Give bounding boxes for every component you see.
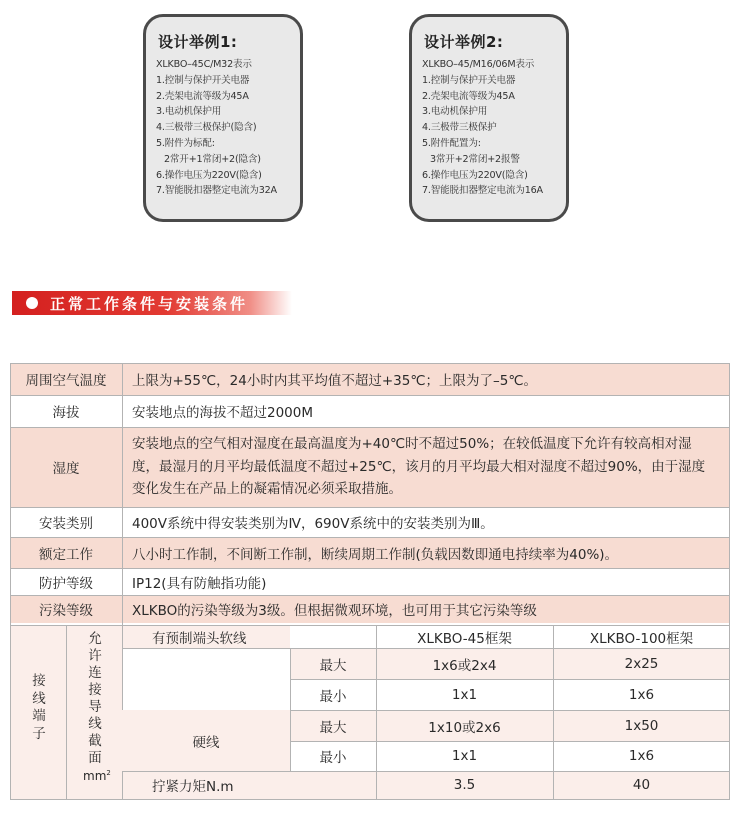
header-col-100: XLKBO-100框架: [589, 630, 694, 647]
condition-row-duty: [10, 537, 730, 568]
rigid-max-label: 最大: [319, 719, 347, 736]
condition-label: 额定工作: [39, 546, 93, 563]
section-banner: [12, 291, 292, 315]
divider: [10, 363, 730, 364]
bullet-dot-icon: [26, 297, 38, 309]
divider: [122, 363, 123, 625]
torque-45: 3.5: [453, 777, 476, 793]
header-col-45: XLKBO-45框架: [417, 630, 512, 647]
divider: [10, 507, 730, 508]
flex-min-45: 1x1: [451, 686, 478, 703]
rigid-max-100: 1x50: [624, 717, 659, 734]
header-wire-type: 有预制端头软线: [152, 630, 247, 647]
condition-row-altitude: [10, 395, 730, 427]
terminal-label: 接线端子: [32, 673, 46, 742]
rigid-min-label: 最小: [319, 750, 347, 766]
example-line: 3.电动机保护用: [422, 106, 488, 118]
flex-max-100: 2x25: [624, 655, 659, 672]
section-title: 正常工作条件与安装条件: [50, 295, 249, 313]
condition-label: 湿度: [52, 461, 80, 477]
divider: [10, 595, 730, 596]
condition-label: 防护等级: [39, 575, 93, 592]
example-line: 1.控制与保护开关电器: [156, 74, 250, 86]
condition-value: 上限为+55℃，24小时内其平均值不超过+35℃；上限为了–5℃。: [132, 373, 537, 389]
torque-label: 拧紧力矩N.m: [152, 779, 234, 795]
divider: [10, 363, 11, 799]
example-line: 1.控制与保护开关电器: [422, 74, 516, 86]
example-line: 6.操作电压为220V(隐含): [156, 169, 262, 181]
example-line: 4.三极带三极保护(隐含): [156, 122, 257, 134]
condition-label: 安装类别: [39, 516, 93, 532]
example-line: 7.智能脱扣器整定电流为32A: [156, 185, 277, 197]
divider: [66, 625, 67, 799]
flex-min-label: 最小: [319, 688, 347, 705]
condition-row-protection: [10, 568, 730, 595]
flex-max-45: 1x6或2x4: [432, 657, 497, 674]
divider: [10, 537, 730, 538]
example-line: 7.智能脱扣器整定电流为16A: [422, 185, 543, 197]
example-line: 2.壳架电流等级为45A: [422, 90, 515, 102]
example-line: 5.附件配置为:: [422, 137, 481, 149]
unit-label: [83, 769, 111, 783]
flex-max-label: 最大: [319, 657, 347, 674]
design-example-card-2: [409, 14, 569, 222]
example-line: 6.操作电压为220V(隐含): [422, 169, 528, 181]
unit-text: mm: [83, 769, 107, 783]
flex-min-100: 1x6: [628, 686, 655, 703]
rigid-max-45: 1x10或2x6: [428, 719, 501, 736]
example-title: 设计举例1:: [158, 33, 238, 51]
example-line: 3.电动机保护用: [156, 106, 222, 118]
example-line: 2.壳架电流等级为45A: [156, 90, 249, 102]
rigid-min-100: 1x6: [628, 748, 655, 764]
conductor-section-label: 允许连接导线截面: [88, 631, 102, 766]
condition-value: IP12(具有防触指功能): [132, 575, 267, 592]
divider: [10, 395, 730, 396]
divider: [10, 568, 730, 569]
unit-superscript: 2: [106, 769, 111, 777]
condition-label: 污染等级: [39, 603, 93, 619]
condition-value: 八小时工作制，不间断工作制，断续周期工作制(负载因数即通电持续率为40%)。: [132, 546, 619, 563]
example-title: 设计举例2:: [424, 33, 504, 51]
example-line: 5.附件为标配:: [156, 137, 215, 149]
condition-value: 400V系统中得安装类别为Ⅳ，690V系统中的安装类别为Ⅲ。: [132, 516, 494, 532]
rigid-wire-label: 硬线: [122, 710, 290, 771]
rigid-min-45: 1x1: [451, 748, 478, 764]
condition-row-temperature: [10, 363, 730, 395]
example-line: XLKBO–45C/M32表示: [156, 59, 252, 70]
condition-value: XLKBO的污染等级为3级。但根据微观环境，也可用于其它污染等级: [132, 603, 537, 619]
torque-100: 40: [632, 777, 651, 793]
condition-value: 安装地点的空气相对湿度在最高温度为+40℃时不超过50%；在较低温度下允许有较高相对湿度，最湿月的月平均最低温度不超过+25℃，该月的月平均最大相对湿度不超过90%，由于湿度变化发生在产品上的凝霜情况必须采取措施。: [132, 436, 706, 498]
condition-row-humidity: [10, 427, 730, 507]
example-line: 2常开+1常闭+2(隐含): [164, 153, 261, 165]
condition-row-installation: [10, 507, 730, 537]
design-example-card-1: [143, 14, 303, 222]
example-line: XLKBO–45/M16/06M表示: [422, 59, 535, 70]
condition-value: 安装地点的海拔不超过2000M: [132, 405, 314, 421]
condition-label: 海拔: [52, 405, 80, 421]
divider: [10, 799, 730, 800]
condition-label: 周围空气温度: [25, 373, 107, 389]
condition-row-pollution: [10, 595, 730, 623]
example-line: 3常开+2常闭+2报警: [430, 153, 520, 165]
example-line: 4.三极带三极保护: [422, 122, 497, 134]
divider: [10, 427, 730, 428]
